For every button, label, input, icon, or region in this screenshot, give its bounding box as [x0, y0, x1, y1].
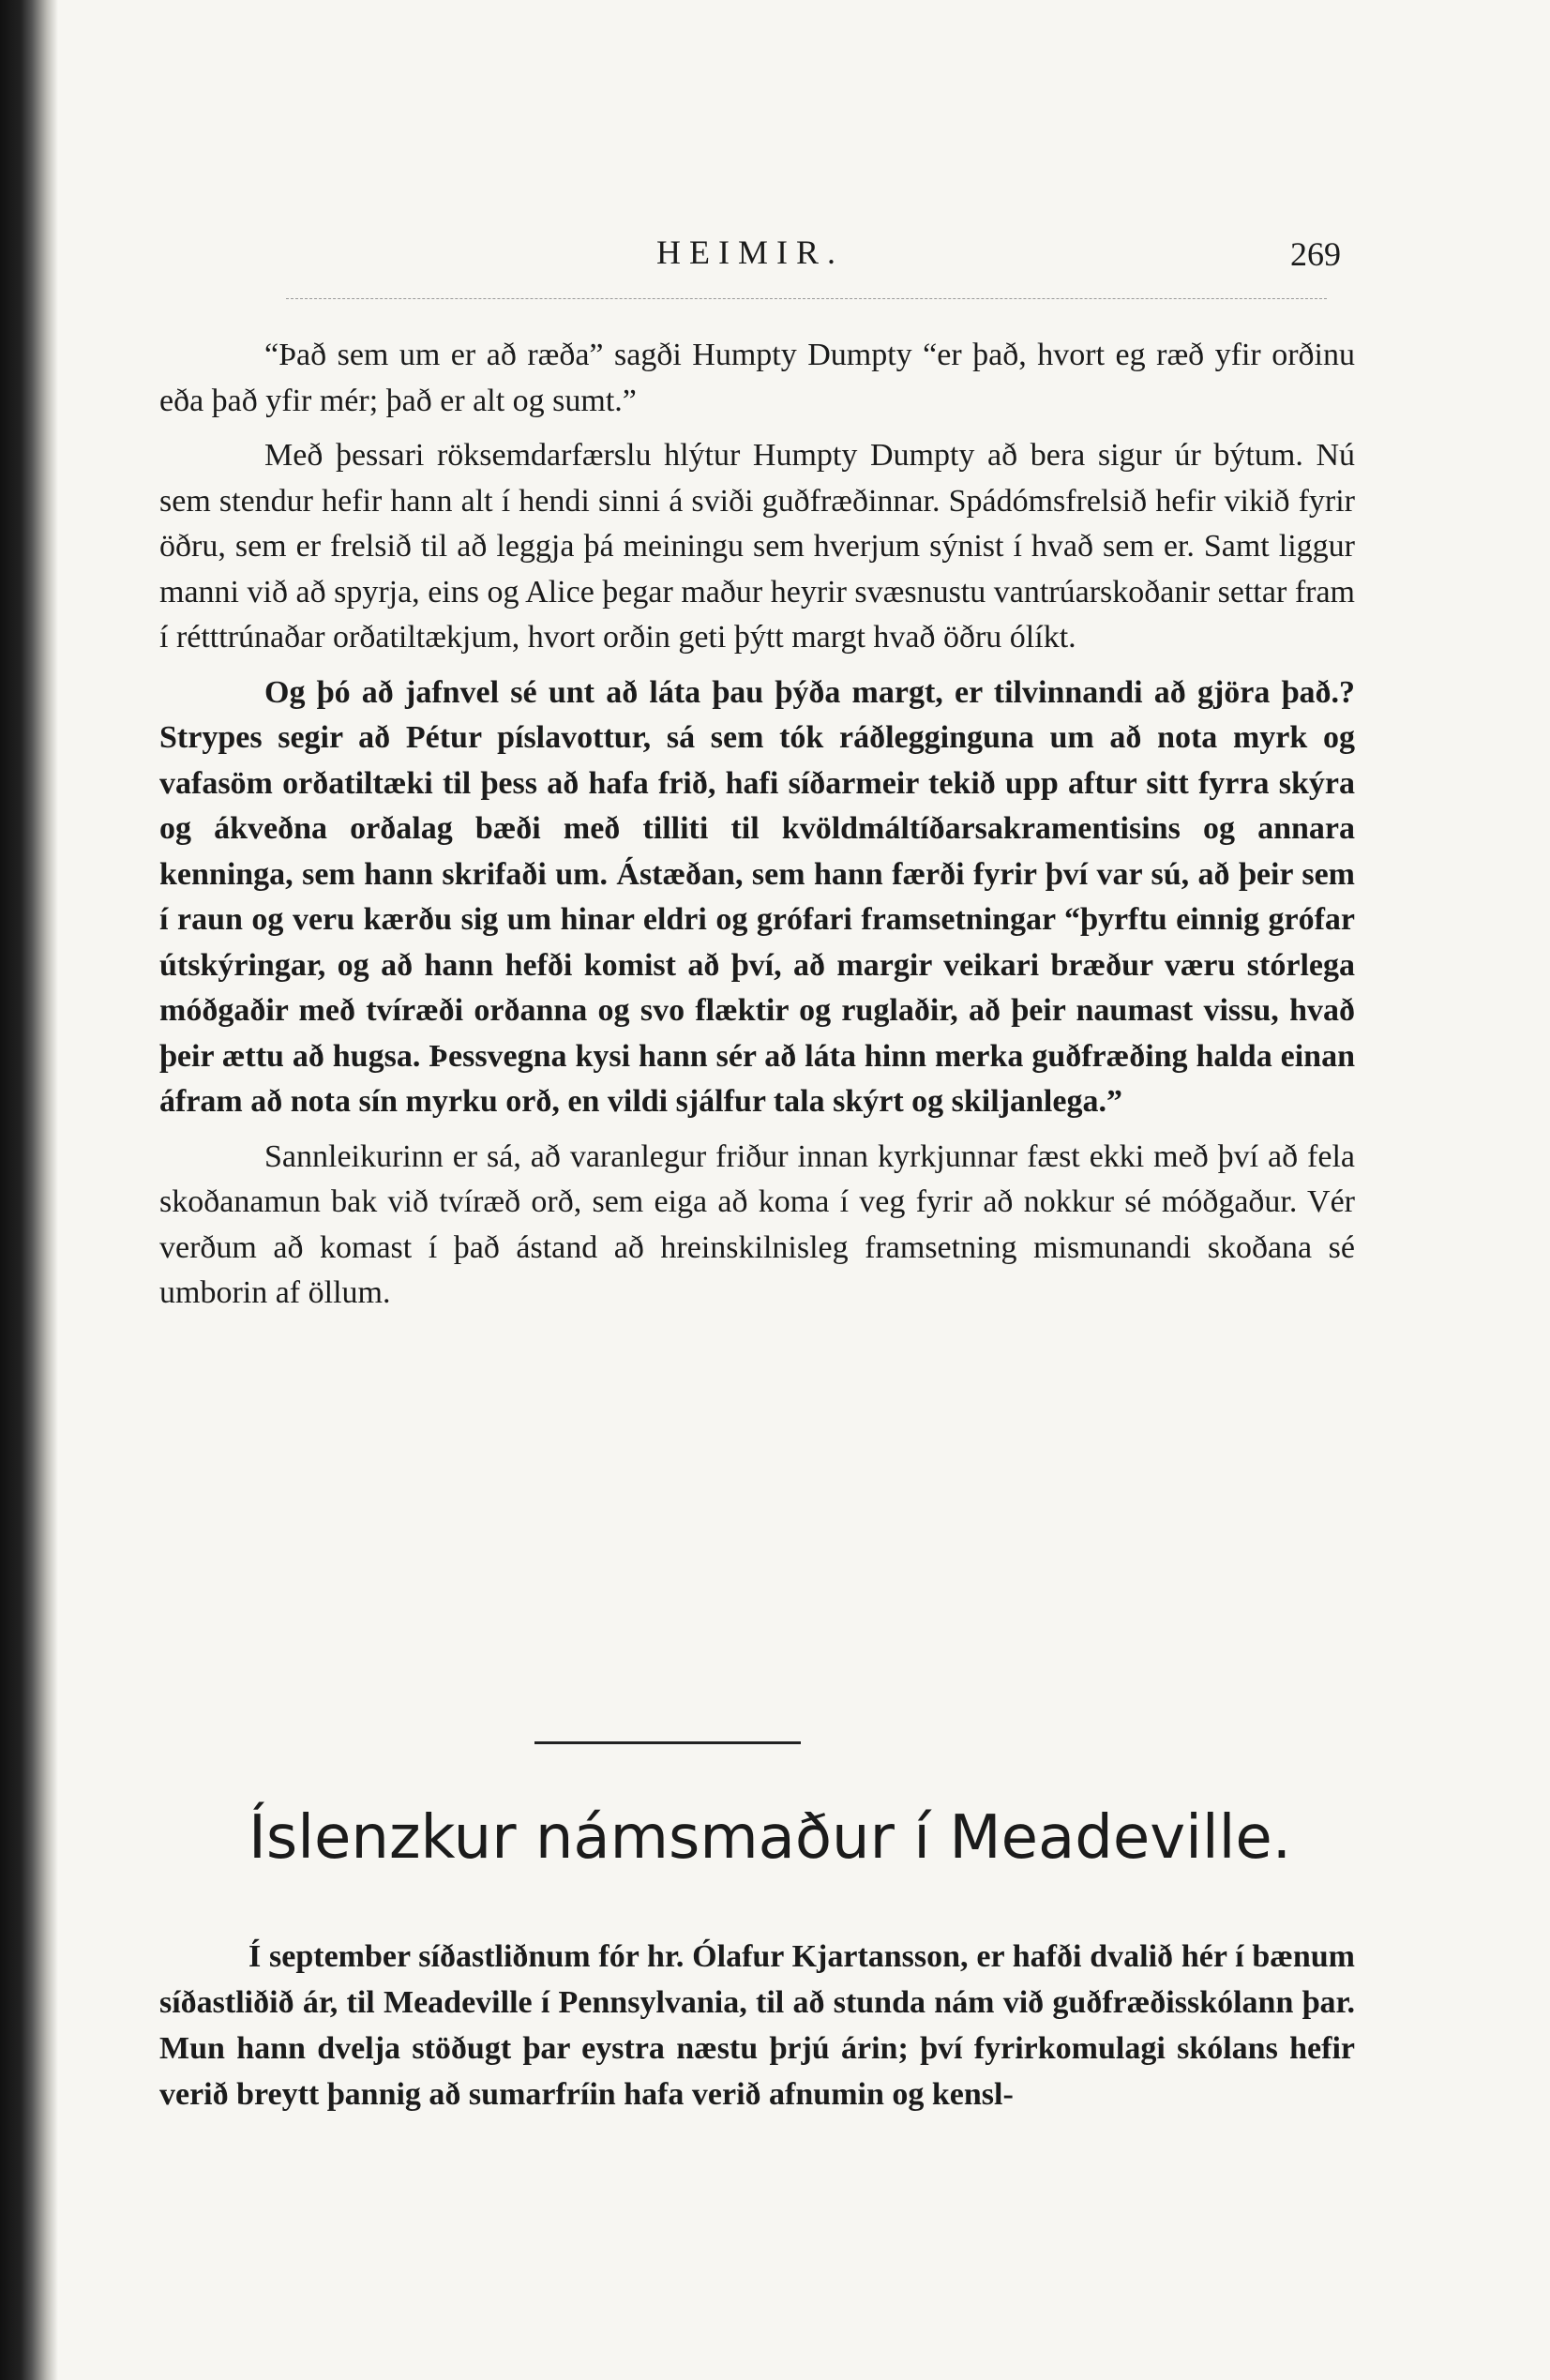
section-body — [159, 1934, 1355, 2127]
paragraph-humpty-dumpty: Með þessari röksemdarfærslu hlýtur Humpty Dumpty að bera sigur úr býtum. Nú sem stendur hefir hann alt í hendi sinni á sviði guðfræðinnar. Spádómsfrelsið hefir vikið fyrir öðru, sem er frelsið til að leggja þá meiningu sem hverjum sýnist í hvað sem er. Samt liggur manni við að spyrja, eins og Alice þegar maður heyrir svæsnustu vantrúarskoðanir settar fram í rétttrúnaðar orðatiltækjum, hvort orðin geti þýtt margt hvað öðru ólíkt. — [159, 438, 1355, 655]
page-number: 269 — [1290, 235, 1341, 273]
article-body — [159, 333, 1355, 1326]
section-divider — [534, 1741, 801, 1744]
paragraph-quote: “Það sem um er að ræða” sagði Humpty Dumpty “er það, hvort eg ræð yfir orðinu eða það yfir mér; það er alt og sumt.” — [159, 338, 1355, 418]
running-title: HEIMIR. — [656, 233, 844, 271]
header-rule — [286, 298, 1327, 299]
paragraph-strypes: Og þó að jafnvel sé unt að láta þau þýða margt, er tilvinnandi að gjöra það.? Strypes segir að Pétur píslavottur, sá sem tók ráðlegginguna um að nota myrk og vafasöm orðatiltæki til þess að hafa frið, hafi síðarmeir tekið upp aftur sitt fyrra skýra og ákveðna orðalag bæði með tilliti til kvöldmáltíðarsakramentisins og annara kenninga, sem hann skrifaði um. Ástæðan, sem hann færði fyrir því var sú, að þeir sem í raun og veru kærðu sig um hinar eldri og grófari framsetningar “þyrftu einnig grófar útskýringar, og að hann hefði komist að því, að margir veikari bræður væru stórlega móðgaðir með tvíræði orðanna og svo flæktir og ruglaðir, að þeir naumast vissu, hvað þeir ættu að hugsa. Þessvegna kysi hann sér að láta hinn merka guðfræðing halda einan áfram að nota sín myrku orð, en vildi sjálfur tala skýrt og skiljanlega.” — [159, 674, 1355, 1119]
book-binding-edge — [0, 0, 58, 2380]
paragraph-conclusion: Sannleikurinn er sá, að varanlegur friður innan kyrkjunnar fæst ekki með því að fela skoðanamun bak við tvíræð orð, sem eiga að koma í veg fyrir að nokkur sé móðgaður. Vér verðum að komast í það ástand að hreinskilnisleg framsetning mismunandi skoðana sé umborin af öllum. — [159, 1138, 1355, 1310]
running-head — [159, 233, 1341, 279]
paragraph-student-news: Í september síðastliðnum fór hr. Ólafur Kjartansson, er hafði dvalið hér í bænum síðastliðið ár, til Meadeville í Pennsylvania, til að stunda nám við guðfræðisskólann þar. Mun hann dvelja stöðugt þar eystra næstu þrjú árin; því fyrirkomulagi skólans hefir verið breytt þannig að sumarfríin hafa verið afnumin og kensl- — [159, 1939, 1355, 2112]
section-heading: Íslenzkur námsmaður í Meadeville. — [248, 1803, 1292, 1873]
